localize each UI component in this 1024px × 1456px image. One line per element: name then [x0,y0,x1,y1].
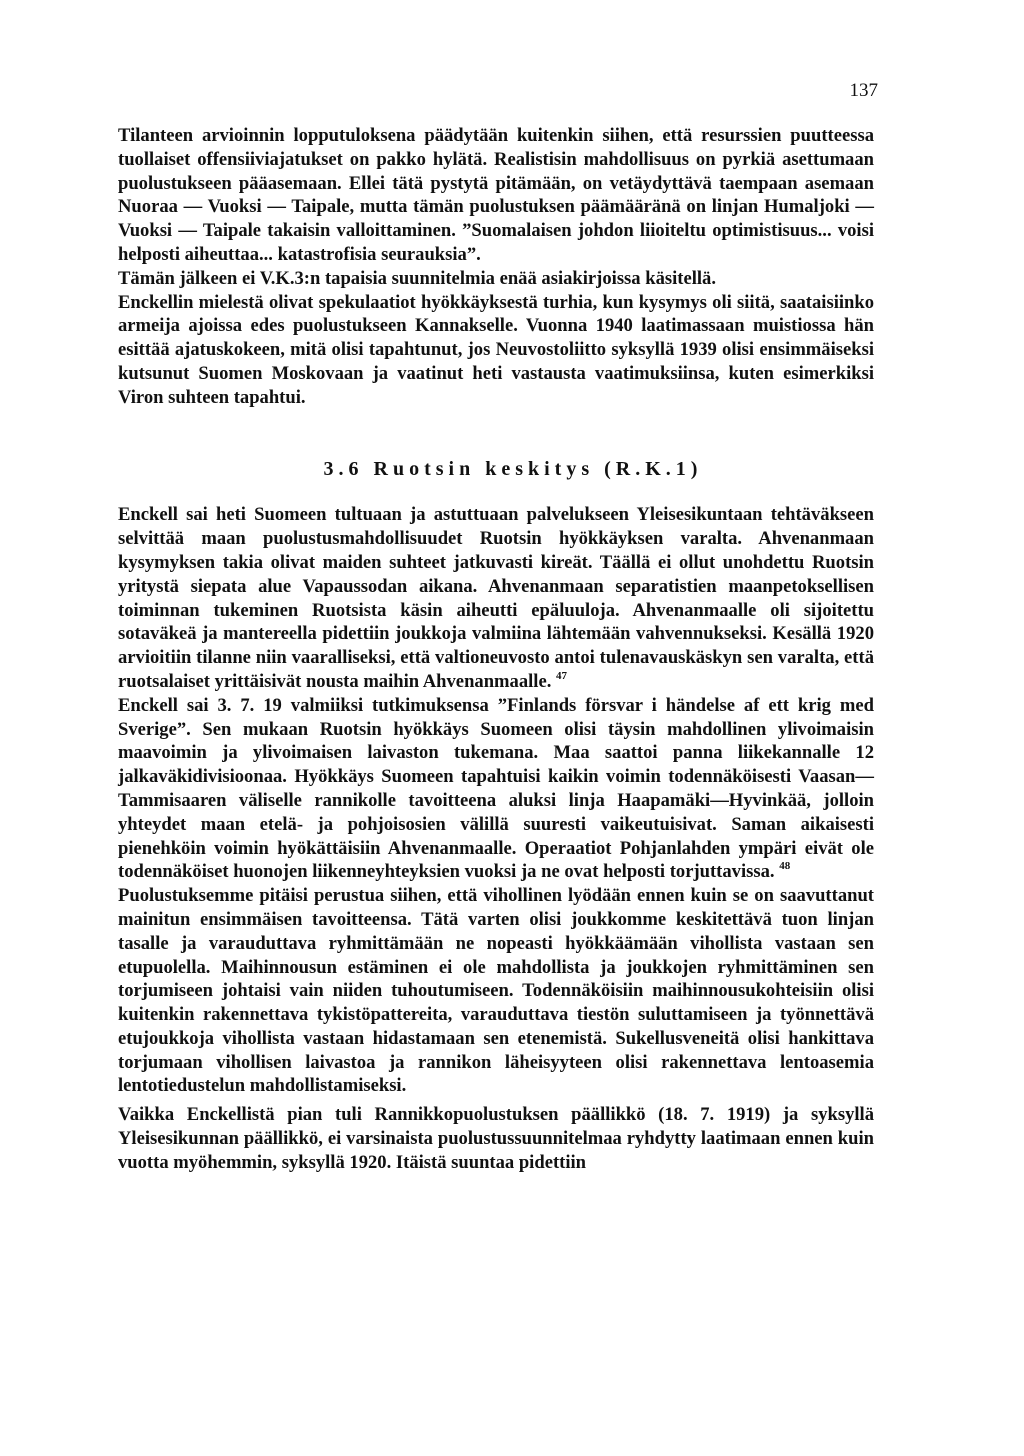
page-number: 137 [849,80,878,101]
paragraph-coastal-defence: Vaikka Enckellistä pian tuli Rannikkopuolustuksen päällikkö (18. 7. 1919) ja syksyllä Yleisesikunnan päällikkö, ei varsinaista puolustussuunnitelmaa ryhdytty laatimaan ennen kuin vuotta myöhemmin, syksyllä 1920. Itäistä suuntaa pidettiin [118,1104,874,1173]
paragraph-text: Enckell sai 3. 7. 19 valmiiksi tutkimuksensa ”Finlands försvar i händelse af ett krig med Sverige”. Sen mukaan Ruotsin hyökkäys Suomeen olisi täysin mahdollinen ylivoimaisin maavoimin ja ylivoimaisen laivaston tukemana. Maa saattoi panna liikekannalle 12 jalkaväkidivisioonaa. Hyökkäys Suomeen tapahtuisi kaikin voimin todennäköisesti Vaasan—Tammisaaren väliselle rannikolle tavoitteena aluksi linja Haapamäki—Hyvinkää, jolloin yhteydet maan etelä- ja pohjoisosien välillä suuresti vaikeutuisivat. Saman aikaisesti pienehköin voimin hyökättäisiin Ahvenanmaalle. Operaatiot Pohjanlahden ympäri eivät ole todennäköiset huonojen liikenneyhteyksien vuoksi ja ne ovat helposti torjuttavissa. [118,694,874,883]
page-body [118,124,874,1175]
paragraph-vk3-note: Tämän jälkeen ei V.K.3:n tapaisia suunnitelmia enää asiakirjoissa käsitellä. [118,267,717,289]
paragraph-text: Enckell sai heti Suomeen tultuaan ja astuttuaan palvelukseen Yleisesikuntaan tehtäväkseen selvittää maan puolustusmahdollisuudet Ruotsin hyökkäyksen varalta. Ahvenanmaan kysymyksen takia olivat maiden suhteet jatkuvasti kireät. Täällä ei ollut unohdettu Ruotsin yritystä siepata alue Vapaussodan aikana. Ahvenanmaan separatistien maanpetoksellisen toiminnan tukeminen Ruotsista käsin aiheutti epäluuloja. Ahvenanmaalle oli sijoitettu sotaväkeä ja mantereella pidettiin joukkoja valmiina lähtemään vahvennukseksi. Kesällä 1920 arvioitiin tilanne niin vaaralliseksi, että valtioneuvosto antoi tulenavauskäskyn sen varalta, että ruotsalaiset yrittäisivät nousta maihin Ahvenanmaalle. [118,504,874,692]
section-heading: 3.6 Ruotsin keskitys (R.K.1) [323,457,703,480]
paragraph-sweden-threat [118,503,874,693]
paragraph-situation-assessment: Tilanteen arvioinnin lopputuloksena päädytään kuitenkin siihen, että resurssien puutteessa tuollaiset offensiiviajatukset on pakko hylätä. Realistisin mahdollisuus on pyrkiä asettumaan puolustukseen pääasemaan. Ellei tätä pystytä pitämään, on vetäydyttävä taempaan asemaan Nuoraa — Vuoksi — Taipale, mutta tämän puolustuksen päämääränä on linjan Humaljoki — Vuoksi — Taipale takaisin valloittaminen. ”Suomalaisen johdon liioiteltu optimistisuus... voisi helposti aiheuttaa... katastrofisia seurauksia”. [118,125,874,265]
paragraph-enckell-opinion: Enckellin mielestä olivat spekulaatiot hyökkäyksestä turhia, kun kysymys oli siitä, saataisiinko armeija ajoissa edes puolustukseen Kannakselle. Vuonna 1940 laatimassaan muistiossa hän esittää ajatuskokeen, mitä olisi tapahtunut, jos Neuvostoliitto syksyllä 1939 olisi ensimmäiseksi kutsunut Suomen Moskovaan ja vaatinut heti vastausta vaatimuksiinsa, kuten esimerkiksi Viron suhteen tapahtui. [118,291,874,408]
footnote-marker: 47 [556,669,568,682]
footnote-marker: 48 [779,860,791,873]
paragraph-defence-plan: Puolustuksemme pitäisi perustua siihen, että vihollinen lyödään ennen kuin se on saavuttanut mainitun ensimmäisen tavoitteensa. Tätä varten olisi joukkomme keskitettävä tuon linjan tasalle ja varauduttava ryhmittämään ne nopeasti hyökkäämään vihollista vastaan sen etupuolella. Maihinnousun estäminen ei ole mahdollista ja joukkojen ryhmittäminen sen torjumiseen johtaisi vain niiden tuhoutumiseen. Todennäköisiin maihinnousukohteisiin olisi kuitenkin rakennettava tykistöpattereita, varauduttava tiestön suluttamiseen ja työnnettävä etujoukkoja vihollista vastaan hidastamaan sen etenemistä. Sukellusveneitä olisi hankittava torjumaan vihollisen laivastoa ja rannikon läheisyyteen olisi rakennettava lentoasemia lentotiedustelun mahdollistamiseksi. [118,885,874,1097]
paragraph-enckell-study [118,694,874,884]
